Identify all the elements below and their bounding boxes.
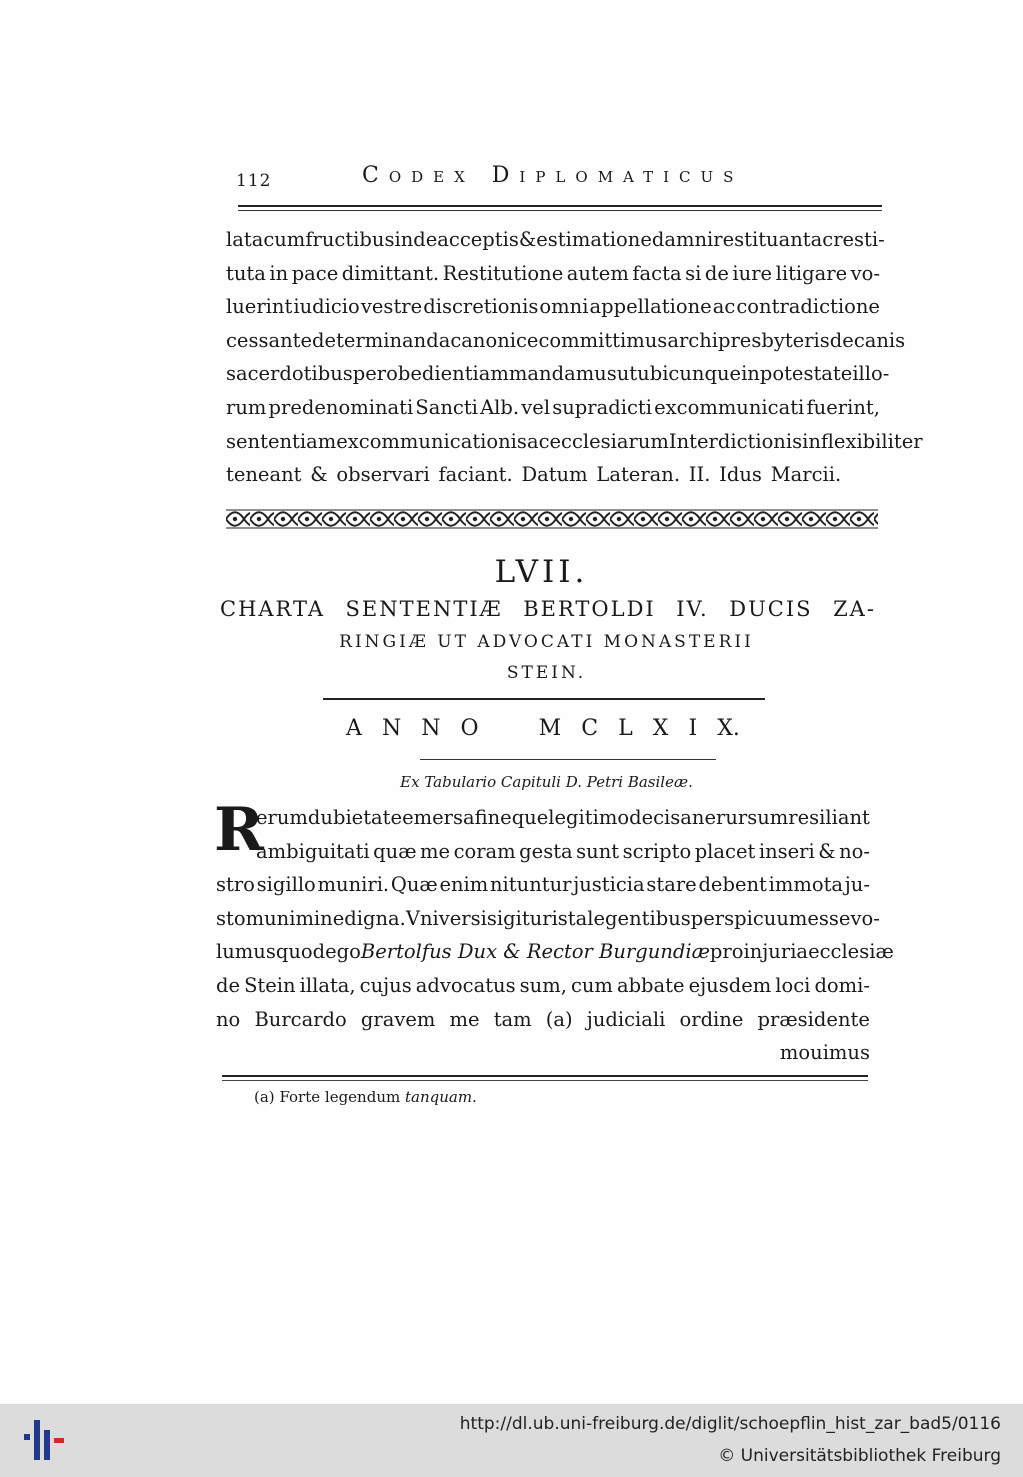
- year-line: [346, 716, 740, 741]
- title-word: IV.: [676, 597, 709, 621]
- word: illata,: [299, 973, 356, 997]
- word: quæ: [373, 839, 417, 863]
- word: me: [420, 839, 451, 863]
- drop-initial: R: [214, 795, 264, 865]
- footnote: [254, 1088, 477, 1106]
- word: quod: [275, 940, 326, 964]
- document-number: LVII.: [494, 554, 589, 590]
- text-line: [216, 835, 870, 869]
- word: ecclesiarum: [549, 429, 669, 453]
- word: de: [704, 261, 729, 285]
- word: iudicio: [293, 295, 360, 319]
- word: perspicuum: [690, 906, 808, 930]
- word: no: [216, 1007, 241, 1031]
- text-line: [226, 357, 890, 391]
- word: rursum: [716, 806, 789, 829]
- word: &: [518, 228, 537, 251]
- word: Restitutione: [442, 261, 564, 285]
- text-line: [216, 801, 870, 835]
- word: appellatione: [589, 295, 712, 319]
- word: ambiguitati: [256, 839, 370, 863]
- text-line: [226, 391, 880, 425]
- word: vo-: [850, 906, 880, 930]
- source-note: Ex Tabulario Capituli D. Petri Basileæ.: [400, 773, 693, 791]
- word: iure: [732, 261, 773, 285]
- word: ju-: [844, 873, 870, 897]
- word: omni: [539, 295, 589, 319]
- word: autem: [566, 261, 629, 285]
- word: digna.: [344, 906, 406, 930]
- year-letter: X.: [717, 716, 740, 741]
- word: sententiam: [226, 429, 337, 453]
- text-line: [226, 223, 885, 257]
- word: restituant: [713, 228, 811, 251]
- word: excommunicationis: [336, 429, 527, 453]
- title-word: BERTOLDI: [523, 597, 656, 621]
- word: faciant.: [438, 463, 513, 487]
- word: pace: [291, 261, 339, 285]
- word: inde: [394, 228, 438, 251]
- word: sto: [216, 906, 246, 930]
- text-line: [226, 425, 923, 459]
- word: enim: [439, 873, 489, 897]
- charter-body: [214, 795, 894, 1070]
- word: advocatus: [415, 973, 516, 997]
- word: ista: [551, 906, 588, 930]
- word: estimatione: [536, 228, 652, 251]
- word: injuria: [743, 940, 809, 964]
- word: fuerint,: [806, 395, 880, 419]
- word: ac: [526, 429, 550, 453]
- running-title: Codex Diplomaticus: [362, 163, 744, 188]
- word: coram: [453, 839, 516, 863]
- word: Datum: [521, 463, 588, 487]
- word: facta: [632, 261, 682, 285]
- running-head: [230, 163, 880, 193]
- word: per: [352, 362, 387, 386]
- word: decisa: [629, 806, 692, 829]
- header-rule: [238, 205, 882, 215]
- word: Vniversis: [405, 906, 497, 930]
- word: munimine: [245, 906, 345, 930]
- word: ordine: [679, 1007, 744, 1031]
- document-title-line-3: STEIN.: [506, 663, 587, 683]
- title-word: ZA-: [833, 597, 876, 621]
- word: stare: [646, 873, 697, 897]
- text-line: [216, 902, 880, 936]
- word: loci: [775, 973, 811, 997]
- footnote-italic: tanquam.: [404, 1088, 477, 1106]
- library-logo-icon[interactable]: [20, 1412, 66, 1466]
- text-line: [226, 458, 880, 492]
- word: præsidente: [757, 1007, 870, 1031]
- word: si: [685, 261, 702, 285]
- word: Marcii.: [770, 463, 842, 487]
- document-title-line-1: [220, 597, 876, 621]
- word: rum: [226, 395, 267, 419]
- word: observari: [336, 463, 430, 487]
- word: vo-: [850, 261, 880, 285]
- word: stro: [216, 873, 255, 897]
- word: potestate: [759, 362, 853, 386]
- word: debent: [698, 873, 767, 897]
- word: me: [449, 1007, 480, 1031]
- footnote-rule: [222, 1075, 868, 1081]
- word: luerint: [226, 295, 293, 319]
- word: abbate: [616, 973, 685, 997]
- word: inseri: [758, 839, 815, 863]
- title-word: DUCIS: [729, 597, 813, 621]
- word: esse: [807, 906, 851, 930]
- word: resti-: [833, 228, 885, 251]
- copyright-notice: © Universitätsbibliothek Freiburg: [718, 1446, 1001, 1466]
- word: decanis: [829, 328, 906, 352]
- catchword: mouimus: [779, 1041, 870, 1065]
- word: de: [216, 973, 241, 997]
- word: acceptis: [437, 228, 519, 251]
- word: illo-: [852, 362, 890, 386]
- word: Stein: [244, 973, 296, 997]
- text-line: [226, 324, 906, 358]
- word: contradictione: [736, 295, 880, 319]
- word: in: [741, 362, 760, 386]
- word: dubietate: [307, 806, 403, 829]
- word: obedientiam: [386, 362, 509, 386]
- word: (a): [545, 1007, 573, 1031]
- year-rule: [420, 759, 716, 760]
- word: muniri.: [317, 873, 390, 897]
- year-letter: A: [346, 716, 362, 741]
- text-line: [226, 290, 880, 324]
- word: igitur: [496, 906, 552, 930]
- word: predenominati: [268, 395, 414, 419]
- word: Bertolfus Dux & Rector Burgundiæ: [360, 940, 710, 964]
- viewer-footer: [0, 1404, 1023, 1477]
- word: determinanda: [312, 328, 451, 352]
- text-line: [216, 1003, 870, 1037]
- word: judiciali: [586, 1007, 666, 1031]
- word: immota: [768, 873, 844, 897]
- word: ut: [616, 362, 638, 386]
- word: pro: [709, 940, 744, 964]
- word: supradicti: [552, 395, 652, 419]
- word: ac: [712, 295, 736, 319]
- footnote-marker: (a): [254, 1088, 275, 1106]
- word: ubicunque: [637, 362, 742, 386]
- word: &: [310, 463, 328, 487]
- word: gesta: [519, 839, 573, 863]
- word: ejusdem: [688, 973, 772, 997]
- title-word: CHARTA: [220, 597, 326, 621]
- year-letter: N: [381, 716, 402, 741]
- word: dimittant.: [341, 261, 440, 285]
- year-letter: I: [688, 716, 698, 741]
- word: nituntur: [490, 873, 572, 897]
- word: fructibus: [305, 228, 395, 251]
- word: sigillo: [256, 873, 316, 897]
- word: cum: [263, 228, 306, 251]
- word: legentibus: [587, 906, 691, 930]
- title-rule: [323, 698, 765, 704]
- word: Alb.: [480, 395, 520, 419]
- word: cujus: [359, 973, 412, 997]
- word: canonice: [450, 328, 539, 352]
- word: ne: [691, 806, 717, 829]
- year-letter: L: [618, 716, 633, 741]
- word: II.: [688, 463, 711, 487]
- word: Quæ: [390, 873, 438, 897]
- preceding-text: [226, 223, 923, 492]
- word: no-: [839, 839, 870, 863]
- word: scripto: [622, 839, 692, 863]
- word: committimus: [538, 328, 668, 352]
- word: justicia: [573, 873, 645, 897]
- text-line: [226, 257, 880, 291]
- word: litigare: [775, 261, 848, 285]
- word: &: [818, 839, 836, 863]
- word: sacerdotibus: [226, 362, 353, 386]
- word: resiliant: [788, 806, 870, 829]
- word: damni: [651, 228, 714, 251]
- text-line: [216, 969, 870, 1003]
- word: tuta: [226, 261, 266, 285]
- year-letter: X: [652, 716, 669, 741]
- ornamental-border: [226, 508, 878, 530]
- word: cum: [570, 973, 613, 997]
- word: teneant: [226, 463, 302, 487]
- word: discretionis: [423, 295, 539, 319]
- word: erum: [256, 806, 308, 829]
- word: lata: [226, 228, 264, 251]
- word: placet: [694, 839, 756, 863]
- year-letter: C: [581, 716, 599, 741]
- word: ecclesiæ: [808, 940, 894, 964]
- word: vel: [521, 395, 551, 419]
- word: Lateran.: [596, 463, 681, 487]
- text-line: [216, 868, 870, 902]
- word: gravem: [360, 1007, 436, 1031]
- year-letter: O: [460, 716, 479, 741]
- page-number: 112: [236, 171, 272, 191]
- word: ac: [810, 228, 834, 251]
- title-word: SENTENTIÆ: [345, 597, 503, 621]
- word: lumus: [216, 940, 276, 964]
- word: Idus: [719, 463, 762, 487]
- word: fineque: [474, 806, 549, 829]
- year-letter: N: [421, 716, 441, 741]
- word: emersa: [402, 806, 475, 829]
- permalink-url[interactable]: http://dl.ub.uni-freiburg.de/diglit/schoepflin_hist_zar_bad5/0116: [459, 1414, 1001, 1434]
- word: Sancti: [415, 395, 478, 419]
- word: domi-: [814, 973, 870, 997]
- word: legitimo: [548, 806, 630, 829]
- word: sunt: [576, 839, 620, 863]
- word: archipresbyteris: [667, 328, 830, 352]
- document-title-line-2: RINGIÆ UT ADVOCATI MONASTERII: [339, 632, 754, 652]
- footnote-text: Forte legendum: [279, 1088, 401, 1106]
- word: Interdictionis: [668, 429, 803, 453]
- word: ego: [325, 940, 361, 964]
- word: mandamus: [508, 362, 617, 386]
- year-letter: M: [538, 716, 562, 741]
- word: cessante: [226, 328, 313, 352]
- word: tam: [493, 1007, 532, 1031]
- word: inflexibiliter: [802, 429, 923, 453]
- word: vestre: [360, 295, 423, 319]
- text-line: [216, 935, 894, 969]
- word: sum,: [519, 973, 567, 997]
- word: in: [269, 261, 289, 285]
- word: Burcardo: [254, 1007, 347, 1031]
- word: excommunicati: [654, 395, 805, 419]
